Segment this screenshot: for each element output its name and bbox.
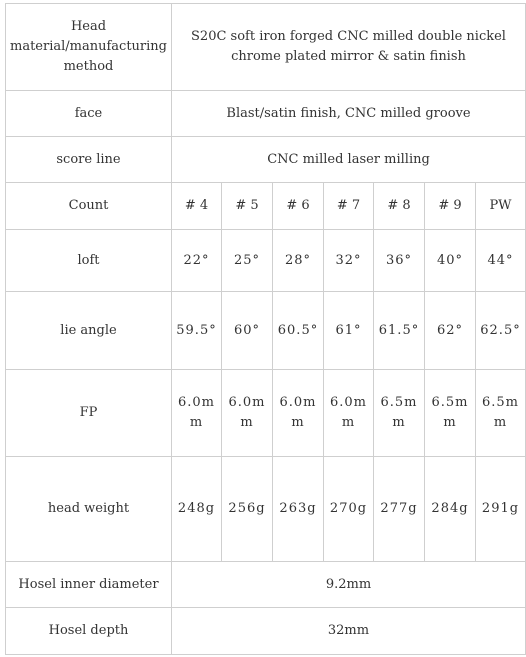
head-weight-cell: 277g xyxy=(374,457,425,562)
head-weight-cell: 291g xyxy=(476,457,526,562)
lie-angle-cell: 61.5° xyxy=(374,292,425,370)
row-label: head weight xyxy=(6,457,172,562)
loft-cell: 40° xyxy=(425,230,476,292)
row-label: Hosel inner diameter xyxy=(6,562,172,608)
loft-row xyxy=(6,230,526,292)
row-label: Count xyxy=(6,183,172,230)
score-line-value: CNC milled laser milling xyxy=(172,137,526,183)
count-cell: PW xyxy=(476,183,526,230)
lie-angle-cell: 61° xyxy=(324,292,374,370)
fp-cell: 6.5mm xyxy=(374,370,425,457)
hosel-depth-row xyxy=(6,608,526,655)
head-weight-row xyxy=(6,457,526,562)
count-row xyxy=(6,183,526,230)
score-line-row xyxy=(6,137,526,183)
fp-cell: 6.0mm xyxy=(222,370,273,457)
head-material-value: S20C soft iron forged CNC milled double nickel chrome plated mirror & satin finish xyxy=(172,4,526,91)
fp-row xyxy=(6,370,526,457)
head-weight-cell: 256g xyxy=(222,457,273,562)
row-label: Hosel depth xyxy=(6,608,172,655)
face-value: Blast/satin finish, CNC milled groove xyxy=(172,91,526,137)
count-cell: # 7 xyxy=(324,183,374,230)
lie-angle-cell: 60° xyxy=(222,292,273,370)
fp-cell: 6.0mm xyxy=(172,370,222,457)
row-label: loft xyxy=(6,230,172,292)
lie-angle-cell: 60.5° xyxy=(273,292,324,370)
row-label: Head material/manufacturing method xyxy=(6,4,172,91)
row-label: FP xyxy=(6,370,172,457)
spec-table xyxy=(5,3,526,655)
loft-cell: 44° xyxy=(476,230,526,292)
row-label: face xyxy=(6,91,172,137)
fp-cell: 6.5mm xyxy=(425,370,476,457)
count-cell: # 8 xyxy=(374,183,425,230)
face-row xyxy=(6,91,526,137)
count-cell: # 9 xyxy=(425,183,476,230)
loft-cell: 28° xyxy=(273,230,324,292)
lie-angle-row xyxy=(6,292,526,370)
lie-angle-cell: 59.5° xyxy=(172,292,222,370)
row-label: lie angle xyxy=(6,292,172,370)
head-weight-cell: 284g xyxy=(425,457,476,562)
hosel-inner-diameter-row xyxy=(6,562,526,608)
count-cell: # 5 xyxy=(222,183,273,230)
head-weight-cell: 248g xyxy=(172,457,222,562)
hosel-inner-diameter-value: 9.2mm xyxy=(172,562,526,608)
fp-cell: 6.0mm xyxy=(324,370,374,457)
count-cell: # 6 xyxy=(273,183,324,230)
loft-cell: 32° xyxy=(324,230,374,292)
hosel-depth-value: 32mm xyxy=(172,608,526,655)
head-weight-cell: 263g xyxy=(273,457,324,562)
count-cell: # 4 xyxy=(172,183,222,230)
head-weight-cell: 270g xyxy=(324,457,374,562)
fp-cell: 6.5mm xyxy=(476,370,526,457)
loft-cell: 36° xyxy=(374,230,425,292)
row-label: score line xyxy=(6,137,172,183)
lie-angle-cell: 62° xyxy=(425,292,476,370)
loft-cell: 25° xyxy=(222,230,273,292)
lie-angle-cell: 62.5° xyxy=(476,292,526,370)
loft-cell: 22° xyxy=(172,230,222,292)
fp-cell: 6.0mm xyxy=(273,370,324,457)
head-material-row xyxy=(6,4,526,91)
